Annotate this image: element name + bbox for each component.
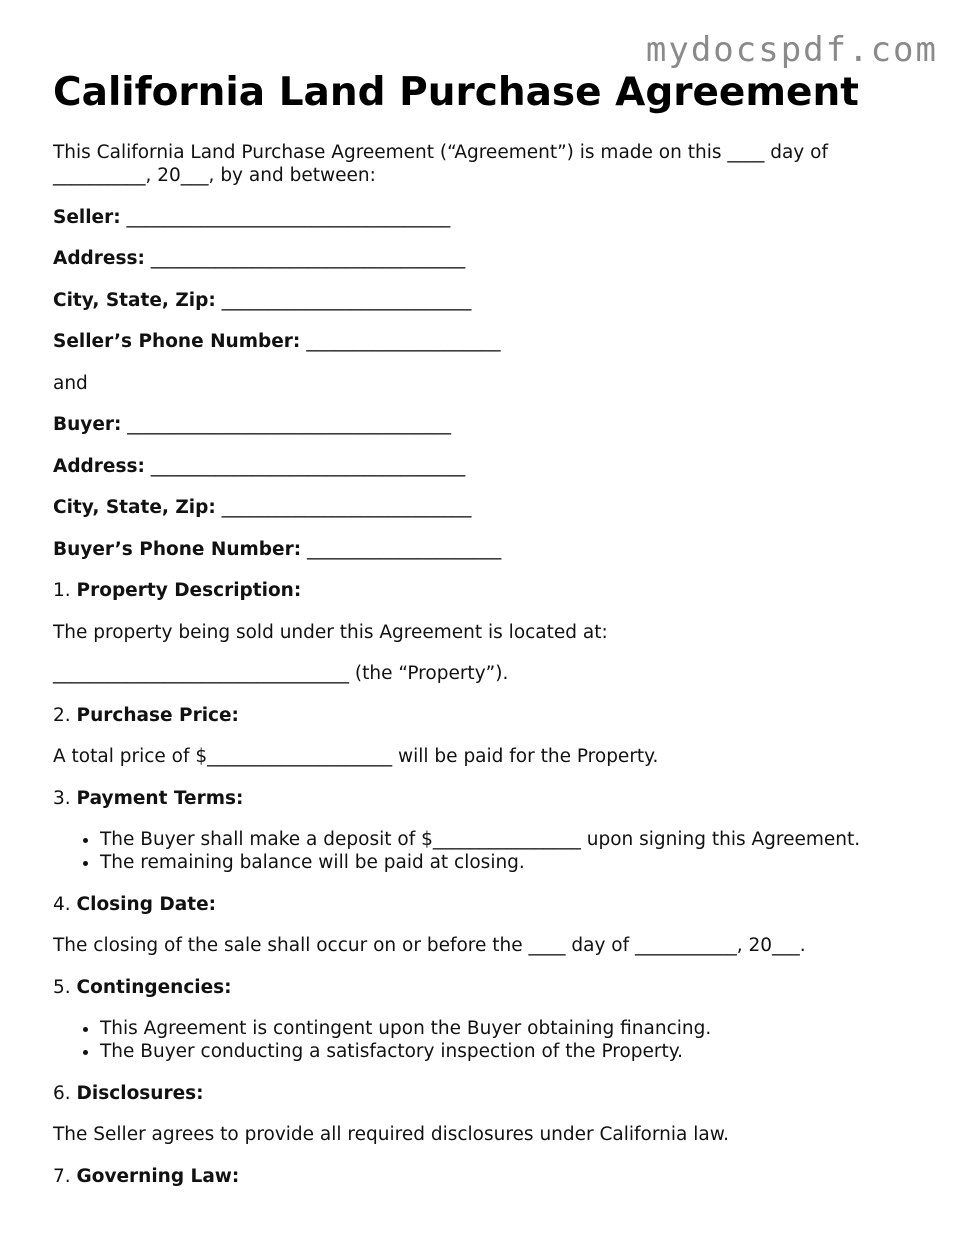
buyer-phone-blank[interactable]: _____________________ bbox=[307, 538, 502, 560]
buyer-city-blank[interactable]: ___________________________ bbox=[221, 497, 472, 518]
seller-address-blank[interactable]: __________________________________ bbox=[150, 248, 466, 269]
and-text: and bbox=[53, 372, 88, 394]
list-item: • The remaining balance will be paid at closing. bbox=[100, 851, 913, 874]
seller-name-row bbox=[53, 206, 913, 229]
list-item: • This Agreement is contingent upon the Buyer obtaining financing. bbox=[100, 1017, 913, 1040]
payment-terms-list bbox=[53, 828, 913, 874]
section-title: Disclosures: bbox=[76, 1082, 204, 1104]
seller-phone-row bbox=[53, 330, 913, 353]
document-body bbox=[53, 141, 913, 1206]
buyer-name-label: Buyer: bbox=[53, 414, 122, 435]
buyer-phone-label: Buyer’s Phone Number: bbox=[53, 538, 302, 560]
section-6-heading bbox=[53, 1082, 913, 1105]
section-title: Purchase Price: bbox=[76, 704, 239, 726]
watermark: mydocspdf.com bbox=[645, 30, 938, 70]
section-number: 4. bbox=[53, 893, 71, 915]
contingencies-list bbox=[53, 1017, 913, 1063]
buyer-name-blank[interactable]: ___________________________________ bbox=[127, 414, 452, 435]
page-title: California Land Purchase Agreement bbox=[53, 70, 859, 115]
section-6-text: The Seller agrees to provide all required disclosures under California law. bbox=[53, 1124, 730, 1145]
section-1-heading bbox=[53, 579, 913, 602]
section-2-text: A total price of $____________________ will be paid for the Property. bbox=[53, 746, 659, 767]
section-number: 2. bbox=[53, 704, 71, 726]
list-item: • The Buyer shall make a deposit of $________________ upon signing this Agreement. bbox=[100, 828, 913, 851]
section-4-text: The closing of the sale shall occur on or before the ____ day of ___________, 20___. bbox=[53, 935, 806, 956]
section-7-heading bbox=[53, 1165, 913, 1188]
buyer-address-blank[interactable]: __________________________________ bbox=[150, 455, 466, 477]
buyer-phone-row bbox=[53, 538, 913, 561]
section-1-text: The property being sold under this Agreement is located at: bbox=[53, 621, 608, 643]
section-title: Payment Terms: bbox=[76, 787, 244, 809]
section-title: Contingencies: bbox=[76, 976, 232, 998]
buyer-name-row bbox=[53, 413, 913, 436]
list-item: • The Buyer conducting a satisfactory inspection of the Property. bbox=[100, 1040, 913, 1063]
seller-city-blank[interactable]: ___________________________ bbox=[221, 289, 472, 311]
section-number: 1. bbox=[53, 580, 71, 601]
section-number: 6. bbox=[53, 1082, 71, 1104]
seller-phone-blank[interactable]: _____________________ bbox=[306, 331, 501, 352]
section-number: 5. bbox=[53, 976, 71, 998]
buyer-city-label: City, State, Zip: bbox=[53, 497, 216, 518]
seller-city-row bbox=[53, 289, 913, 312]
section-title: Closing Date: bbox=[76, 893, 217, 915]
section-2-heading bbox=[53, 704, 913, 727]
section-number: 3. bbox=[53, 787, 71, 809]
seller-name-label: Seller: bbox=[53, 206, 121, 228]
seller-address-row bbox=[53, 247, 913, 270]
section-number: 7. bbox=[53, 1165, 71, 1187]
property-location-blank[interactable]: ________________________________ (the “Property”). bbox=[53, 663, 509, 684]
section-3-heading bbox=[53, 787, 913, 810]
section-title: Governing Law: bbox=[76, 1165, 240, 1187]
intro-paragraph: This California Land Purchase Agreement (“Agreement”) is made on this ____ day of __________, 20___, by and between: bbox=[53, 142, 828, 186]
seller-address-label: Address: bbox=[53, 248, 145, 269]
buyer-address-label: Address: bbox=[53, 455, 145, 477]
buyer-address-row bbox=[53, 455, 913, 478]
seller-phone-label: Seller’s Phone Number: bbox=[53, 331, 301, 352]
section-4-heading bbox=[53, 893, 913, 916]
section-5-heading bbox=[53, 976, 913, 999]
buyer-city-row bbox=[53, 496, 913, 519]
seller-city-label: City, State, Zip: bbox=[53, 289, 216, 311]
section-title: Property Description: bbox=[76, 580, 302, 601]
seller-name-blank[interactable]: ___________________________________ bbox=[126, 206, 451, 228]
